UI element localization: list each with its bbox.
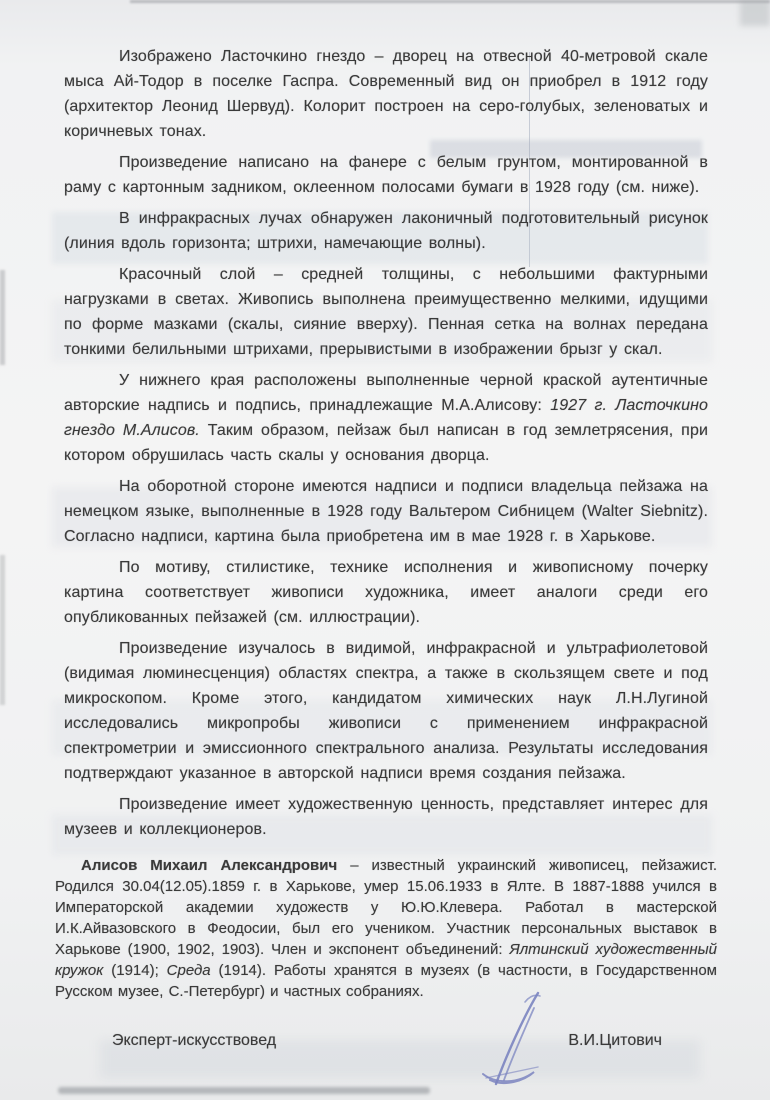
paragraph-support-ground: Произведение написано на фанере с белым грунтом, монтированной в раму с картонным задником, оклеенном полосами бумаги в 1928 году (см. ниже). [64, 154, 708, 196]
inscription-text-pre: У нижнего края расположены выполненные черной краской аутентичные авторские надпись и подпись, принадлежащие М.А.Алисову: [64, 372, 708, 414]
paragraph-research-methods: Произведение изучалось в видимой, инфракрасной и ультрафиолетовой (видимая люминесценция) областях спектра, а также в скользящем свете и под микроскопом. Кроме этого, кандидатом химических наук Л.Н.Лугиной исследовались микропробы живописи с применением инфракрасной спектрометрии и эмиссионного спектрального анализа. Результаты исследования подтверждают указанное в авторской надписи время создания пейзажа. [64, 640, 708, 782]
scan-shadow [58, 1087, 430, 1094]
artist-biography [55, 855, 717, 1002]
paragraph-author-inscription [64, 368, 708, 468]
bio-text-2: (1914); [103, 962, 167, 979]
inscription-text-post: Таким образом, пейзаж был написан в год землетрясения, при котором обрушилась часть скалы у основания дворца. [64, 422, 708, 464]
author-inscription-italic: 1927 г. Ласточкино гнездо М.Алисов. [64, 397, 708, 439]
paragraph-infrared-drawing: В инфракрасных лучах обнаружен лаконичный подготовительный рисунок (линия вдоль горизонта; штрихи, намечающие волны). [64, 210, 708, 252]
association-sreda-italic: Среда [166, 962, 211, 979]
association-yalta-circle-italic: Ялтинский художественный кружок [55, 941, 718, 979]
artist-name-bold: Алисов Михаил Александрович [81, 857, 338, 874]
expert-name: В.И.Цитович [568, 1032, 662, 1049]
paragraph-attribution: По мотиву, стилистике, технике исполнения и живописному почерку картина соответствует живописи художника, имеет аналоги среди его опубликованных пейзажей (см. иллюстрации). [64, 559, 708, 626]
bio-text-3: (1914). Работы хранятся в музеях (в частности, в Государственном Русском музее, С.-Петербург) и частных собраниях. [55, 962, 717, 1000]
handwritten-signature-icon [478, 988, 550, 1094]
paragraph-description-subject: Изображено Ласточкино гнездо – дворец на отвесной 40-метровой скале мыса Ай-Тодор в поселке Гаспра. Современный вид он приобрел в 1912 году (архитектор Леонид Шервуд). Колорит построен на серо-голубых, зеленоватых и коричневых тонах. [64, 48, 708, 140]
paragraph-conclusion-value: Произведение имеет художественную ценность, представляет интерес для музеев и коллекционеров. [64, 796, 708, 838]
paragraph-reverse-side: На оборотной стороне имеются надписи и подписи владельца пейзажа на немецком языке, выполненные в 1928 году Вальтером Сибницем (Walter Siebnitz). Согласно надписи, картина была приобретена им в мае 1928 г. в Харькове. [64, 478, 708, 545]
expert-role-label: Эксперт-искусствовед [112, 1032, 277, 1049]
signature-block [64, 1032, 708, 1050]
bio-text-1: – известный украинский живописец, пейзажист. Родился 30.04(12.05).1859 г. в Харькове, умер 15.06.1933 в Ялте. В 1887-1888 учился в Императорской академии художеств у Ю.Ю.Клевера. Работал в мастерской И.К.Айвазовского в Феодосии, был его учеником. Участник персональных выставок в Харькове (1900, 1902, 1903). Член и экспонент объединений: [55, 857, 717, 958]
paragraph-paint-layer: Красочный слой – средней толщины, с небольшими фактурными нагрузками в светах. Живопись выполнена преимущественно мелкими, идущими по форме мазками (скалы, сияние вверху). Пенная сетка на волнах передана тонкими белильными штрихами, прерывистыми в изображении брызг у скал. [64, 266, 708, 358]
